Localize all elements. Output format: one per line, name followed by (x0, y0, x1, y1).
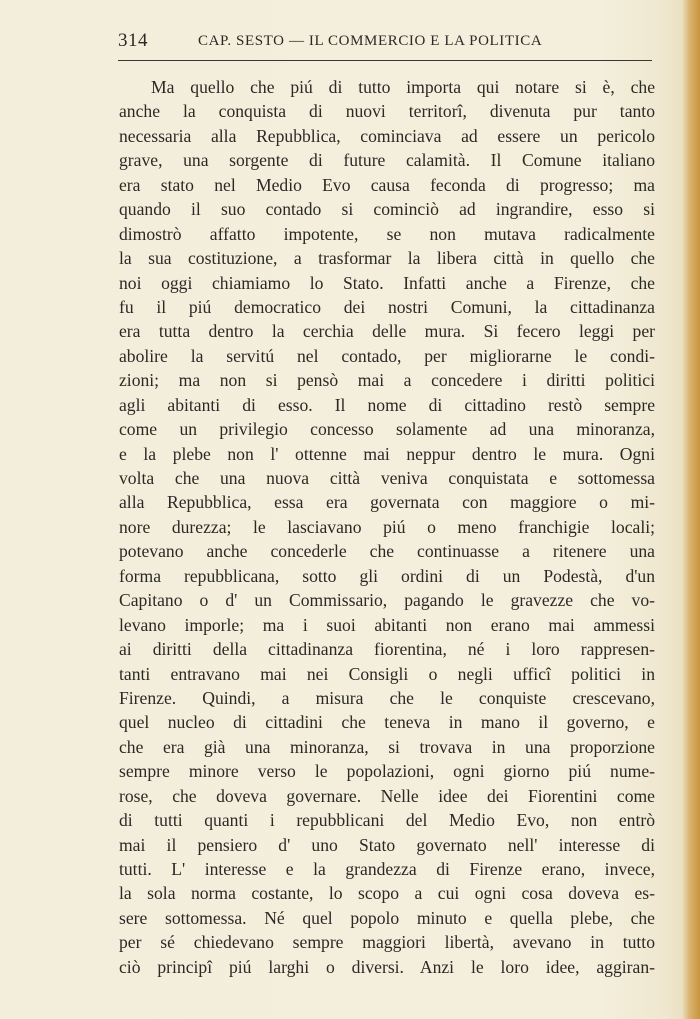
text-line: Capitano o d' un Commissario, pagando le gravezze che vo- (119, 590, 655, 611)
text-line: necessaria alla Repubblica, cominciava ad essere un pericolo (119, 125, 655, 146)
text-line: alla Repubblica, essa era governata con maggiore o mi- (119, 492, 655, 513)
text-line: era stato nel Medio Evo causa feconda di progresso; ma (119, 174, 655, 195)
text-line: tutti. L' interesse e la grandezza di Firenze erano, invece, (119, 859, 655, 879)
text-line: sempre minore verso le popolazioni, ogni giorno piú nume- (119, 761, 655, 782)
text-line: fu il piú democratico dei nostri Comuni, la cittadinanza (119, 296, 655, 317)
text-line: Firenze. Quindi, a misura che le conquiste crescevano, (119, 687, 655, 708)
text-line: quel nucleo di cittadini che teneva in mano il governo, e (119, 712, 655, 733)
text-line: e la plebe non l' ottenne mai neppur dentro le mura. Ogni (119, 443, 655, 464)
text-line: di tutti quanti i repubblicani del Medio Evo, non entrò (119, 810, 655, 831)
text-line: noi oggi chiamiamo lo Stato. Infatti anche a Firenze, che (119, 272, 655, 293)
text-line: la sola norma costante, lo scopo a cui ogni cosa doveva es- (119, 883, 655, 904)
body-paragraph (119, 75, 655, 979)
text-line: rose, che doveva governare. Nelle idee dei Fiorentini come (119, 785, 655, 806)
text-line: nore durezza; le lasciavano piú o meno franchigie locali; (119, 516, 655, 537)
text-line: tanti entravano mai nei Consigli o negli ufficî politici in (119, 663, 655, 684)
header-rule (118, 60, 652, 61)
page-header (118, 30, 654, 58)
text-line: Ma quello che piú di tutto importa qui notare si è, che (151, 77, 655, 97)
text-line: dimostrò affatto impotente, se non mutava radicalmente (119, 223, 655, 244)
text-line: era tutta dentro la cerchia delle mura. Si fecero leggi per (119, 321, 655, 342)
text-line: ciò principî piú larghi o diversi. Anzi le loro idee, aggiran- (119, 956, 655, 977)
text-line: anche la conquista di nuovi territorî, divenuta pur tanto (119, 101, 655, 122)
text-line: volta che una nuova città veniva conquistata e sottomessa (119, 468, 655, 488)
text-line: sere sottomessa. Né quel popolo minuto e quella plebe, che (119, 907, 655, 928)
text-line: levano imporle; ma i suoi abitanti non erano mai ammessi (119, 614, 655, 635)
text-line: ai diritti della cittadinanza fiorentina, né i loro rappresen- (119, 639, 655, 660)
text-line: potevano anche concederle che continuasse a ritenere una (119, 541, 655, 562)
text-line: grave, una sorgente di future calamità. Il Comune italiano (119, 150, 655, 171)
text-line: che era già una minoranza, si trovava in una proporzione (119, 736, 655, 757)
running-head: CAP. SESTO — IL COMMERCIO E LA POLITICA (198, 33, 543, 49)
page-edge (682, 0, 700, 1019)
page-number: 314 (118, 30, 148, 51)
text-line: abolire la servitú nel contado, per migliorarne le condi- (119, 345, 655, 366)
text-line: per sé chiedevano sempre maggiori libertà, avevano in tutto (119, 932, 655, 953)
text-line: forma repubblicana, sotto gli ordini di un Podestà, d'un (119, 565, 655, 586)
text-line: quando il suo contado si cominciò ad ingrandire, esso si (119, 199, 655, 220)
text-line: zioni; ma non si pensò mai a concedere i diritti politici (119, 370, 655, 391)
text-line: mai il pensiero d' uno Stato governato nell' interesse di (119, 834, 655, 855)
text-line: la sua costituzione, a trasformar la libera città in quello che (119, 248, 655, 269)
text-line: agli abitanti di esso. Il nome di cittadino restò sempre (119, 394, 655, 415)
text-line: come un privilegio concesso solamente ad una minoranza, (119, 419, 655, 440)
